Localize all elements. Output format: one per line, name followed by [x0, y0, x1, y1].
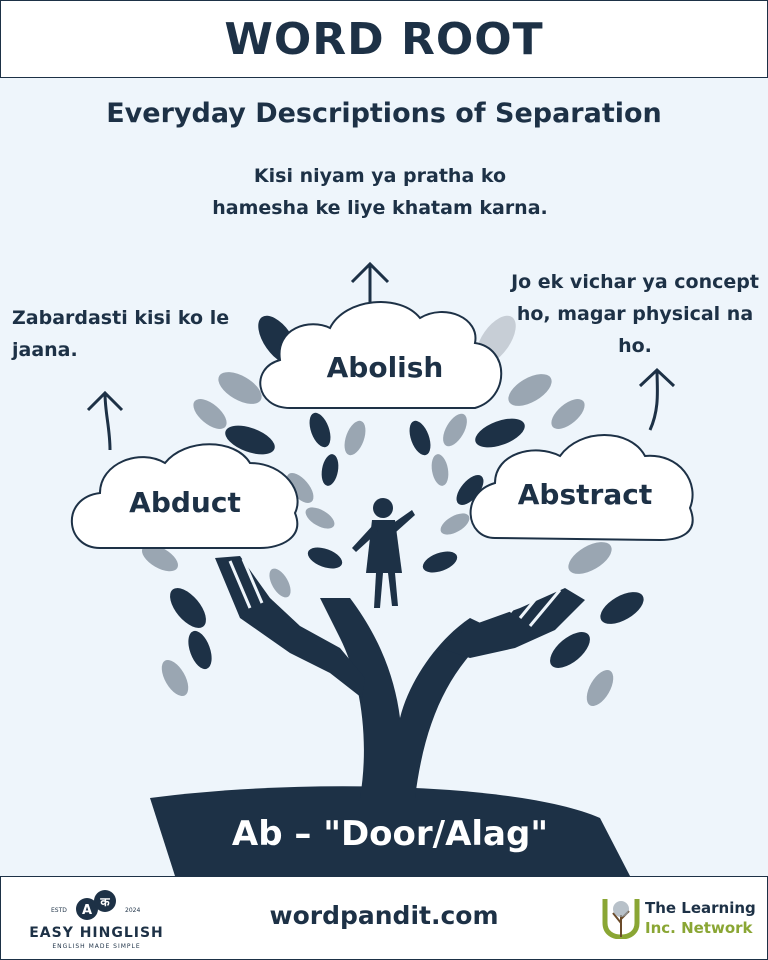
- word-abolish: Abolish: [326, 351, 444, 384]
- footer: [0, 876, 768, 960]
- speech-bubbles-icon: [29, 887, 164, 927]
- abduct-description: Zabardasti kisi ko le jaana.: [12, 307, 230, 361]
- website-link[interactable]: wordpandit.com: [269, 901, 499, 930]
- main-illustration: [0, 78, 768, 876]
- learning-inc-logo: [599, 893, 759, 943]
- logo-mark-a: A: [81, 903, 93, 918]
- word-abstract: Abstract: [517, 478, 653, 511]
- logo-tagline: ENGLISH MADE SIMPLE: [52, 943, 141, 950]
- logo-estd: ESTD: [51, 907, 67, 914]
- page-title: WORD ROOT: [224, 13, 544, 65]
- logo-year: 2024: [125, 907, 141, 914]
- abolish-description: Kisi niyam ya pratha ko hamesha ke liye khatam karna.: [212, 165, 548, 219]
- header: [0, 0, 768, 78]
- easy-hinglish-logo: [29, 887, 164, 951]
- logo-brand-name: EASY HINGLISH: [29, 925, 164, 941]
- subtitle: Everyday Descriptions of Separation: [106, 98, 662, 129]
- logo-line2: Inc. Network: [645, 919, 753, 937]
- abstract-description: Jo ek vichar ya concept ho, magar physical na ho.: [511, 271, 759, 357]
- child-figure: [352, 498, 415, 608]
- tree-logo-icon: [599, 893, 643, 939]
- word-abduct: Abduct: [129, 486, 241, 519]
- logo-line1: The Learning: [645, 899, 756, 917]
- logo-mark-k: क: [100, 895, 110, 909]
- root-label: Ab – "Door/Alag": [231, 814, 549, 854]
